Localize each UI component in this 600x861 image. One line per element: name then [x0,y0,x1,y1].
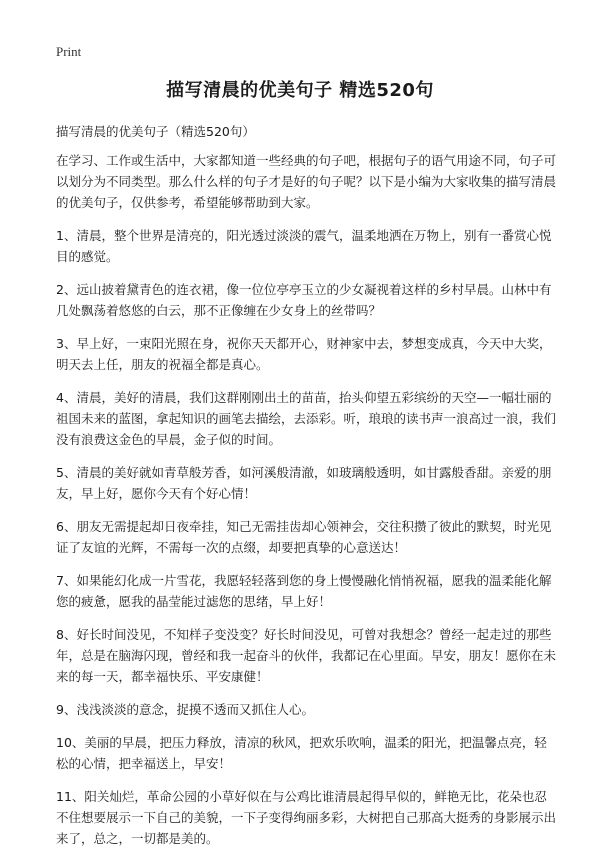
intro-paragraph: 在学习、工作或生活中，大家都知道一些经典的句子吧，根据句子的语气用途不同，句子可以划分为不同类型。那么什么样的句子才是好的句子呢？以下是小编为大家收集的描写清晨的优美句子，仅供参考，希望能够帮助到大家。 [56,153,557,210]
sentence-paragraph: 2、远山披着黛青色的连衣裙，像一位位亭亭玉立的少女凝视着这样的乡村早晨。山林中有几处飘荡着悠悠的白云，那不正像缠在少女身上的丝带吗？ [56,282,552,318]
sentence-paragraph: 3、早上好，一束阳光照在身，祝你天天都开心，财神家中去，梦想变成真，今天中大奖，明天去上任，朋友的祝福全都是真心。 [56,336,552,372]
sentence-paragraph: 4、清晨，美好的清晨，我们这群刚刚出土的苗苗，抬头仰望五彩缤纷的天空—一幅壮丽的祖国未来的蓝图，拿起知识的画笔去描绘，去添彩。听，琅琅的读书声一浪高过一浪，我们没有浪费这金色的早晨，金子似的时间。 [56,390,557,447]
sentence-paragraph: 5、清晨的美好就如青草般芳香，如河溪般清澈，如玻璃般透明，如甘露般香甜。亲爱的朋友，早上好，愿你今天有个好心情！ [56,465,552,501]
sentence-paragraph: 11、阳关灿烂，革命公园的小草好似在与公鸡比谁清晨起得早似的，鲜艳无比，花朵也忍不住想要展示一下自己的美貌，一下子变得绚丽多彩，大树把自己那高大挺秀的身影展示出来了，总之，一切都是美的。 [56,789,557,846]
page-title: 描写清晨的优美句子 精选520句 [166,80,434,101]
sentence-paragraph: 8、好长时间没见，不知样子变没变？好长时间没见，可曾对我想念？曾经一起走过的那些年，总是在脑海闪现，曾经和我一起奋斗的伙伴，我都记在心里面。早安，朋友！愿你在未来的每一天，都幸福快乐、平安康健！ [56,627,557,684]
print-link[interactable]: Print [56,44,82,59]
page-subtitle: 描写清晨的优美句子（精选520句） [56,124,255,139]
article-body [56,150,558,861]
sentence-paragraph: 10、美丽的早晨，把压力释放，清凉的秋风，把欢乐吹响，温柔的阳光，把温馨点亮，轻松的心情，把幸福送上，早安！ [56,735,547,771]
sentence-paragraph: 6、朋友无需提起却日夜牵挂，知己无需挂齿却心领神会，交往积攒了彼此的默契，时光见证了友谊的光辉，不需每一次的点缀，却要把真挚的心意送达！ [56,519,552,555]
sentence-paragraph: 9、浅浅淡淡的意念，捉摸不透而又抓住人心。 [56,702,314,717]
sentence-paragraph: 1、清晨，整个世界是清亮的，阳光透过淡淡的震气，温柔地洒在万物上，别有一番赏心悦目的感觉。 [56,228,552,264]
sentence-paragraph: 7、如果能幻化成一片雪花，我愿轻轻落到您的身上慢慢融化悄悄祝福，愿我的温柔能化解您的疲惫，愿我的晶莹能过滤您的思绪，早上好！ [56,573,552,609]
